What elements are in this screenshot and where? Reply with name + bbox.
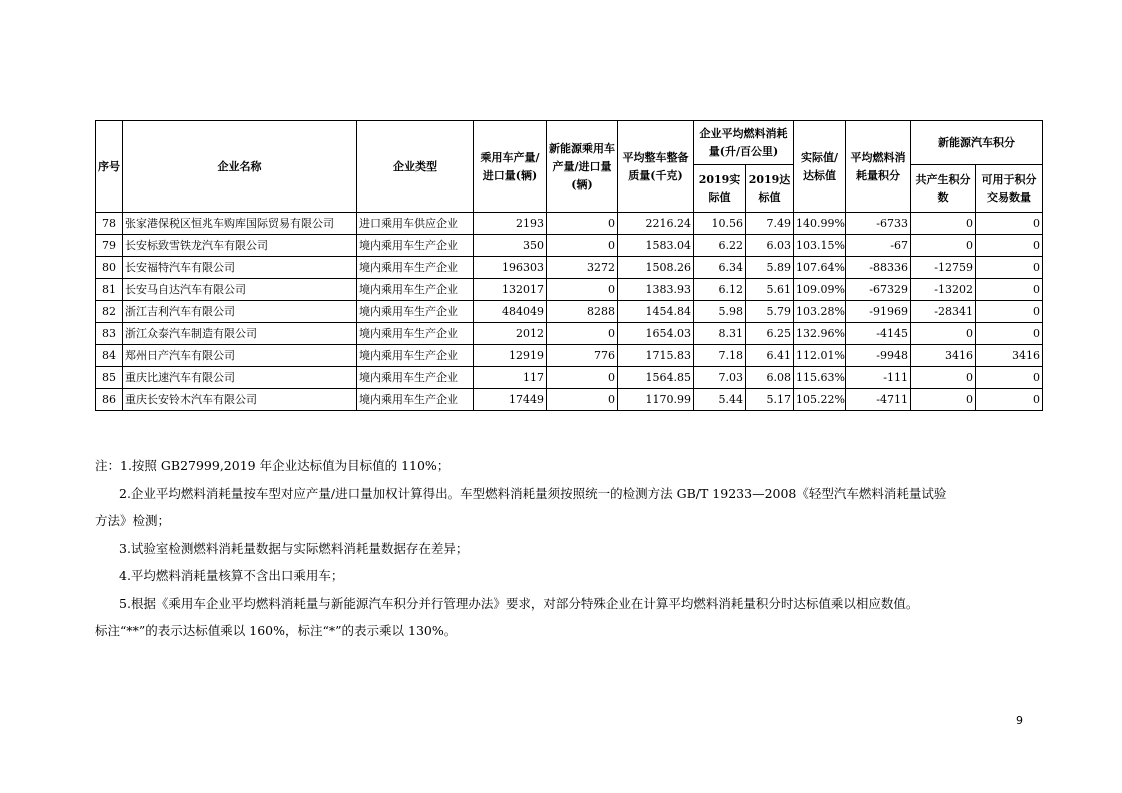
- cell-company-name: 浙江吉利汽车有限公司: [123, 301, 357, 323]
- cell-actual-value: 10.56: [694, 213, 746, 235]
- cell-nev-production: 8288: [547, 301, 618, 323]
- header-nev-production: 新能源乘用车产量/进口量(辆): [547, 121, 618, 213]
- note-line: 注：1.按照 GB27999,2019 年企业达标值为目标值的 110%；: [95, 458, 450, 473]
- header-nev-credits-generated: 共产生积分数: [911, 165, 976, 213]
- note-line: 5.根据《乘用车企业平均燃料消耗量与新能源汽车积分并行管理办法》要求，对部分特殊企业在计算平均燃料消耗量积分时达标值乘以相应数值。: [119, 595, 919, 611]
- cell-production: 484049: [474, 301, 547, 323]
- header-production: 乘用车产量/进口量(辆): [474, 121, 547, 213]
- notes-section: [95, 452, 1045, 645]
- cell-company-name: 浙江众泰汽车制造有限公司: [123, 323, 357, 345]
- cell-actual-value: 6.12: [694, 279, 746, 301]
- cell-nev-credit: 3416: [911, 345, 976, 367]
- table-row: [96, 389, 1043, 411]
- cell-nev-production: 3272: [547, 257, 618, 279]
- header-fuel-credit: 平均燃料消耗量积分: [846, 121, 911, 213]
- cell-curb-mass: 1170.99: [618, 389, 694, 411]
- cell-nev-tradable: 0: [976, 323, 1043, 345]
- cell-fuel-credit: -4145: [846, 323, 911, 345]
- cell-ratio: 112.01%: [794, 345, 846, 367]
- cell-ratio: 103.28%: [794, 301, 846, 323]
- cell-company-name: 长安福特汽车有限公司: [123, 257, 357, 279]
- cell-company-name: 重庆长安铃木汽车有限公司: [123, 389, 357, 411]
- cell-fuel-credit: -67: [846, 235, 911, 257]
- cell-seq: 86: [96, 389, 123, 411]
- cell-target-value: 6.08: [746, 367, 794, 389]
- cell-company-type: 境内乘用车生产企业: [357, 345, 474, 367]
- cell-actual-value: 5.44: [694, 389, 746, 411]
- cell-nev-credit: 0: [911, 367, 976, 389]
- cell-target-value: 6.41: [746, 345, 794, 367]
- cell-seq: 82: [96, 301, 123, 323]
- cell-company-name: 张家港保税区恒兆车购库国际贸易有限公司: [123, 213, 357, 235]
- cell-ratio: 105.22%: [794, 389, 846, 411]
- cell-production: 196303: [474, 257, 547, 279]
- cell-curb-mass: 1454.84: [618, 301, 694, 323]
- cell-production: 117: [474, 367, 547, 389]
- cell-nev-production: 0: [547, 323, 618, 345]
- cell-production: 132017: [474, 279, 547, 301]
- cell-seq: 84: [96, 345, 123, 367]
- cell-curb-mass: 1564.85: [618, 367, 694, 389]
- cell-target-value: 5.17: [746, 389, 794, 411]
- header-fuel-consumption-group: 企业平均燃料消耗量(升/百公里): [694, 121, 794, 165]
- cell-nev-credit: -13202: [911, 279, 976, 301]
- cell-seq: 79: [96, 235, 123, 257]
- cell-ratio: 115.63%: [794, 367, 846, 389]
- cell-nev-credit: 0: [911, 213, 976, 235]
- cell-company-type: 境内乘用车生产企业: [357, 301, 474, 323]
- cell-fuel-credit: -6733: [846, 213, 911, 235]
- cell-actual-value: 7.18: [694, 345, 746, 367]
- cell-target-value: 5.89: [746, 257, 794, 279]
- cell-target-value: 7.49: [746, 213, 794, 235]
- note-line: 标注“**”的表示达标值乘以 160%，标注“*”的表示乘以 130%。: [95, 623, 457, 638]
- cell-actual-value: 6.22: [694, 235, 746, 257]
- cell-company-type: 境内乘用车生产企业: [357, 279, 474, 301]
- cell-company-type: 境内乘用车生产企业: [357, 323, 474, 345]
- cell-seq: 80: [96, 257, 123, 279]
- cell-production: 12919: [474, 345, 547, 367]
- cell-seq: 83: [96, 323, 123, 345]
- header-company-name: 企业名称: [123, 121, 357, 213]
- cell-target-value: 6.03: [746, 235, 794, 257]
- note-line: 3.试验室检测燃料消耗量数据与实际燃料消耗量数据存在差异；: [119, 540, 469, 556]
- cell-nev-credit: 0: [911, 323, 976, 345]
- cell-nev-tradable: 0: [976, 213, 1043, 235]
- cell-nev-credit: 0: [911, 389, 976, 411]
- header-actual-value: 2019实际值: [694, 165, 746, 213]
- cell-fuel-credit: -88336: [846, 257, 911, 279]
- cell-company-type: 境内乘用车生产企业: [357, 235, 474, 257]
- cell-actual-value: 5.98: [694, 301, 746, 323]
- cell-production: 2012: [474, 323, 547, 345]
- header-target-value: 2019达标值: [746, 165, 794, 213]
- cell-company-name: 重庆比速汽车有限公司: [123, 367, 357, 389]
- cell-nev-credit: 0: [911, 235, 976, 257]
- cell-nev-production: 0: [547, 213, 618, 235]
- cell-nev-production: 776: [547, 345, 618, 367]
- cell-fuel-credit: -91969: [846, 301, 911, 323]
- cell-curb-mass: 1654.03: [618, 323, 694, 345]
- cell-fuel-credit: -67329: [846, 279, 911, 301]
- cell-nev-production: 0: [547, 235, 618, 257]
- cell-nev-credit: -12759: [911, 257, 976, 279]
- cell-company-name: 郑州日产汽车有限公司: [123, 345, 357, 367]
- cell-nev-credit: -28341: [911, 301, 976, 323]
- cell-nev-production: 0: [547, 279, 618, 301]
- table-row: [96, 235, 1043, 257]
- cell-production: 2193: [474, 213, 547, 235]
- cell-target-value: 5.61: [746, 279, 794, 301]
- cell-company-type: 进口乘用车供应企业: [357, 213, 474, 235]
- cell-ratio: 107.64%: [794, 257, 846, 279]
- cell-curb-mass: 2216.24: [618, 213, 694, 235]
- cell-fuel-credit: -4711: [846, 389, 911, 411]
- cell-nev-tradable: 0: [976, 301, 1043, 323]
- header-seq: 序号: [96, 121, 123, 213]
- cell-actual-value: 6.34: [694, 257, 746, 279]
- note-line: 2.企业平均燃料消耗量按车型对应产量/进口量加权计算得出。车型燃料消耗量须按照统一的检测方法 GB/T 19233—2008《轻型汽车燃料消耗量试验: [119, 485, 947, 501]
- header-ratio: 实际值/达标值: [794, 121, 846, 213]
- cell-target-value: 5.79: [746, 301, 794, 323]
- header-curb-mass: 平均整车整备质量(千克): [618, 121, 694, 213]
- cell-curb-mass: 1715.83: [618, 345, 694, 367]
- cell-company-name: 长安标致雪铁龙汽车有限公司: [123, 235, 357, 257]
- cell-production: 17449: [474, 389, 547, 411]
- cell-actual-value: 8.31: [694, 323, 746, 345]
- cell-nev-tradable: 3416: [976, 345, 1043, 367]
- cell-nev-tradable: 0: [976, 257, 1043, 279]
- cell-ratio: 140.99%: [794, 213, 846, 235]
- cell-nev-production: 0: [547, 367, 618, 389]
- cell-company-name: 长安马自达汽车有限公司: [123, 279, 357, 301]
- table-row: [96, 367, 1043, 389]
- header-nev-tradable: 可用于积分交易数量: [976, 165, 1043, 213]
- cell-ratio: 109.09%: [794, 279, 846, 301]
- cell-production: 350: [474, 235, 547, 257]
- table-row: [96, 213, 1043, 235]
- header-nev-credit-group: 新能源汽车积分: [911, 121, 1043, 165]
- cell-nev-tradable: 0: [976, 235, 1043, 257]
- cell-nev-tradable: 0: [976, 279, 1043, 301]
- cell-target-value: 6.25: [746, 323, 794, 345]
- cell-seq: 78: [96, 213, 123, 235]
- cell-seq: 81: [96, 279, 123, 301]
- cell-nev-tradable: 0: [976, 367, 1043, 389]
- fuel-consumption-table: [95, 120, 1043, 411]
- table-row: [96, 323, 1043, 345]
- cell-ratio: 132.96%: [794, 323, 846, 345]
- cell-nev-tradable: 0: [976, 389, 1043, 411]
- cell-company-type: 境内乘用车生产企业: [357, 389, 474, 411]
- cell-ratio: 103.15%: [794, 235, 846, 257]
- table-row: [96, 301, 1043, 323]
- note-line: 方法》检测；: [95, 513, 171, 528]
- cell-actual-value: 7.03: [694, 367, 746, 389]
- cell-curb-mass: 1583.04: [618, 235, 694, 257]
- page-number: 9: [1016, 714, 1023, 727]
- header-company-type: 企业类型: [357, 121, 474, 213]
- cell-curb-mass: 1508.26: [618, 257, 694, 279]
- table-row: [96, 345, 1043, 367]
- table-row: [96, 279, 1043, 301]
- cell-company-type: 境内乘用车生产企业: [357, 367, 474, 389]
- cell-nev-production: 0: [547, 389, 618, 411]
- cell-seq: 85: [96, 367, 123, 389]
- cell-company-type: 境内乘用车生产企业: [357, 257, 474, 279]
- table-row: [96, 257, 1043, 279]
- cell-fuel-credit: -111: [846, 367, 911, 389]
- note-line: 4.平均燃料消耗量核算不含出口乘用车；: [119, 568, 344, 583]
- cell-fuel-credit: -9948: [846, 345, 911, 367]
- cell-curb-mass: 1383.93: [618, 279, 694, 301]
